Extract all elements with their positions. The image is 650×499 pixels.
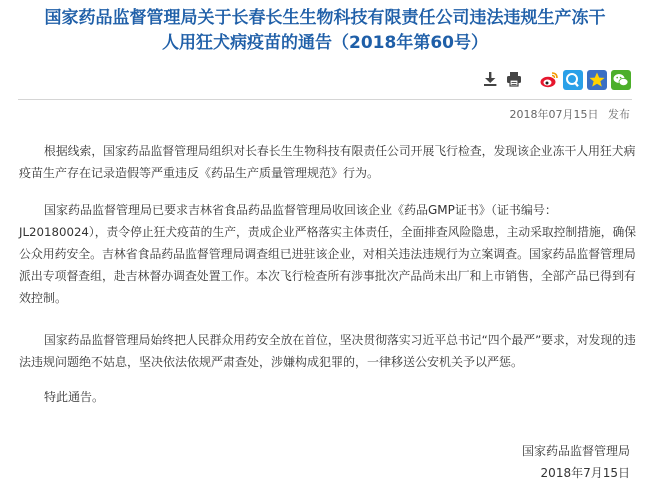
weibo-icon[interactable] [539,70,559,90]
paragraph-2-line-4: 派出专项督查组，赴吉林督办调查处置工作。本次飞行检查所有涉事批次产品尚未出厂和上市销售，全部产品已得到有 [19,269,636,283]
paragraph-2-line-3: 公众用药安全。吉林省食品药品监督管理局调查组已进驻该企业，对相关违法违规行为立案调查。国家药品监督管理局 [19,247,636,261]
paragraph-1-line-2: 疫苗生产存在记录造假等严重违反《药品生产质量管理规范》行为。 [19,166,380,180]
paragraph-2-line-1: 国家药品监督管理局已要求吉林省食品药品监督管理局收回该企业《药品GMP证书》（证书编号： [44,203,557,217]
header-divider [18,99,632,100]
paragraph-3-line-1: 国家药品监督管理局始终把人民群众用药安全放在首位，坚决贯彻落实习近平总书记“四个最严”要求，对发现的违 [44,333,636,347]
paragraph-1 [19,140,636,184]
signature-date: 2018年7月15日 [540,466,630,480]
download-icon[interactable] [481,70,499,88]
paragraph-3 [19,329,636,373]
print-icon[interactable] [505,70,523,88]
notice-title [18,6,632,56]
publish-info [510,106,631,122]
wechat-icon[interactable] [611,70,631,90]
paragraph-4-line-1: 特此通告。 [44,390,105,404]
publish-label: 发布 [608,108,630,121]
notice-title-line-2: 人用狂犬病疫苗的通告（2018年第60号） [162,33,488,53]
notice-title-line-1: 国家药品监督管理局关于长春长生生物科技有限责任公司违法违规生产冻干 [44,8,606,28]
qzone-icon[interactable] [563,70,583,90]
paragraph-1-line-1: 根据线索，国家药品监督管理局组织对长春长生生物科技有限责任公司开展飞行检查，发现该企业冻干人用狂犬病 [44,144,636,158]
signature-org: 国家药品监督管理局 [521,444,630,458]
paragraph-3-line-2: 法违规问题绝不姑息，坚决依法依规严肃查处，涉嫌构成犯罪的，一律移送公安机关予以严惩。 [19,355,524,369]
paragraph-2 [19,199,637,309]
paragraph-4 [44,386,104,408]
paragraph-2-line-2: JL20180024），责令停止狂犬疫苗的生产，责成企业严格落实主体责任，全面排查风险隐患，主动采取控制措施，确保 [19,225,637,239]
paragraph-2-line-5: 效控制。 [19,291,68,305]
publish-date: 2018年07月15日 [509,108,599,121]
signature-block [522,440,630,484]
favorite-star-icon[interactable] [587,70,607,90]
